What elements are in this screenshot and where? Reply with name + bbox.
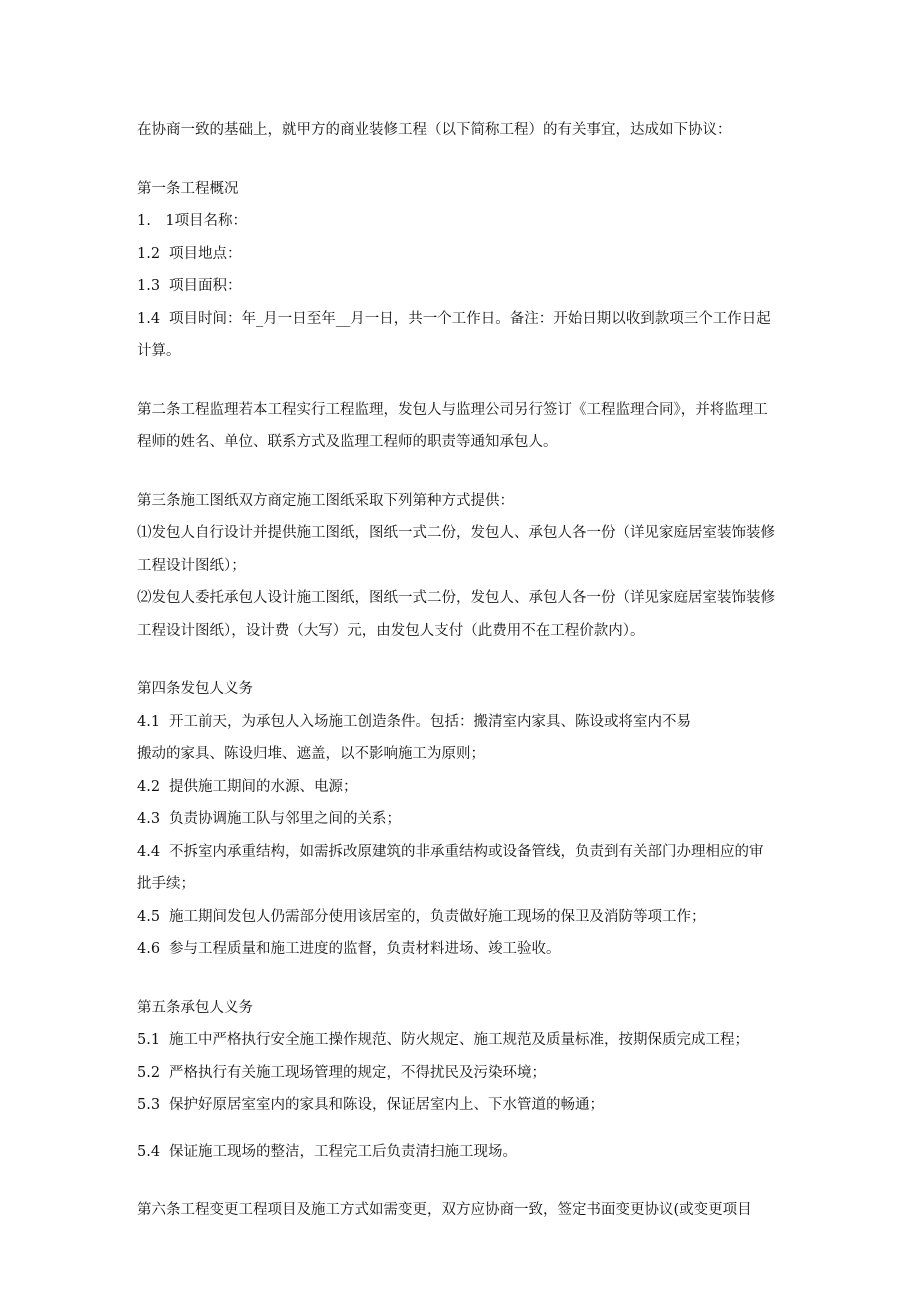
article3-option2-line-1: ⑵发包人委托承包人设计施工图纸，图纸一式二份，发包人、承包人各一份（详见家庭居室装饰装修 (137, 590, 775, 606)
article4-item-5 (137, 903, 797, 936)
article5-item-3 (137, 1091, 797, 1124)
item-text: 项目名称： (174, 213, 248, 229)
spacer (137, 1124, 797, 1138)
article4-item-3 (137, 805, 797, 838)
article4-item-6 (137, 935, 797, 968)
article4-item-4 (137, 838, 797, 871)
item-number: 5.4 (137, 1143, 161, 1160)
spacer (137, 370, 797, 396)
item-text: 严格执行有关施工现场管理的规定，不得扰民及污染环境； (169, 1064, 546, 1081)
item-number: 1.4 (137, 310, 161, 327)
item-text: 开工前天，为承包人入场施工创造条件。包括：搬清室内家具、陈设或将室内不易 (169, 713, 691, 730)
article4-item-1 (137, 708, 797, 741)
article1-item-4 (137, 305, 797, 338)
article6-line-1: 第六条工程变更工程项目及施工方式如需变更，双方应协商一致，签定书面变更协议(或变更项目 (137, 1202, 752, 1218)
item-number: 5.3 (137, 1097, 161, 1113)
item-number: 4.5 (137, 908, 161, 925)
article4-item-2 (137, 773, 797, 806)
item-text: 保证施工现场的整洁，工程完工后负责清扫施工现场。 (169, 1143, 517, 1160)
article3-option1-line-2: 工程设计图纸）； (137, 557, 246, 574)
article3-option1-line-1: ⑴发包人自行设计并提供施工图纸，图纸一式二份，发包人、承包人各一份（详见家庭居室装饰装修 (137, 525, 775, 541)
article2-line-1: 第二条工程监理若本工程实行工程监理，发包人与监理公司另行签订《工程监理合同》，并将监理工 (137, 401, 768, 418)
item-text: 负责协调施工队与邻里之间的关系； (169, 811, 401, 827)
article1-title: 第一条工程概况 (137, 180, 239, 197)
spacer (137, 149, 797, 175)
article3-title: 第三条施工图纸双方商定施工图纸采取下列第种方式提供： (137, 492, 514, 509)
item-number: 4.6 (137, 941, 161, 957)
article4-item-1-continued: 搬动的家具、陈设归堆、遮盖，以不影响施工为原则； (137, 746, 485, 762)
spacer (137, 649, 797, 675)
article1-item-2 (137, 240, 797, 273)
item-text: 项目面积： (169, 278, 242, 294)
item-number: 5.1 (137, 1032, 161, 1048)
item-number: 4.4 (137, 843, 161, 860)
article3-option2-line-2: 工程设计图纸），设计费（大写）元，由发包人支付（此费用不在工程价款内）。 (137, 622, 645, 639)
item-number: 1.3 (137, 278, 161, 294)
article4-title: 第四条发包人义务 (137, 681, 253, 697)
spacer (137, 968, 797, 994)
spacer (137, 1170, 797, 1196)
article1-item-3 (137, 272, 797, 305)
item-text: 提供施工期间的水源、电源； (169, 778, 358, 795)
item-text: 不拆室内承重结构，如需拆改原建筑的非承重结构或设备管线，负责到有关部门办理相应的审 (169, 843, 764, 860)
item-text: 保护好原居室室内的家具和陈设，保证居室内上、下水管道的畅通； (169, 1097, 604, 1113)
item-number: 5.2 (137, 1064, 161, 1081)
item-text: 项目地点： (169, 245, 242, 262)
article5-item-2 (137, 1059, 797, 1092)
item-text: 施工中严格执行安全施工操作规范、防火规定、施工规范及质量标准，按期保质完成工程； (169, 1032, 749, 1048)
item-number: 4.3 (137, 811, 161, 827)
article5-item-1 (137, 1026, 797, 1059)
contract-body (137, 116, 797, 1229)
article4-item-4-continued: 批手续； (137, 876, 195, 892)
spacer (137, 461, 797, 487)
item-number: 1. 1 (137, 213, 175, 229)
article5-title: 第五条承包人义务 (137, 999, 253, 1016)
article2-line-2: 程师的姓名、单位、联系方式及监理工程师的职责等通知承包人。 (137, 434, 558, 450)
item-number: 4.2 (137, 778, 161, 795)
item-number: 4.1 (137, 713, 161, 730)
article1-item-4-continued: 计算。 (137, 343, 181, 359)
article5-item-4 (137, 1138, 797, 1171)
intro-paragraph: 在协商一致的基础上，就甲方的商业装修工程（以下简称工程）的有关事宜，达成如下协议： (137, 122, 732, 138)
article1-item-1 (137, 207, 797, 240)
item-text: 施工期间发包人仍需部分使用该居室的，负责做好施工现场的保卫及消防等项工作； (169, 908, 706, 925)
item-text: 项目时间：年_月一日至年__月一日，共一个工作日。备注：开始日期以收到款项三个工作日起 (169, 310, 771, 327)
item-number: 1.2 (137, 245, 161, 262)
item-text: 参与工程质量和施工进度的监督，负责材料进场、竣工验收。 (169, 941, 561, 957)
